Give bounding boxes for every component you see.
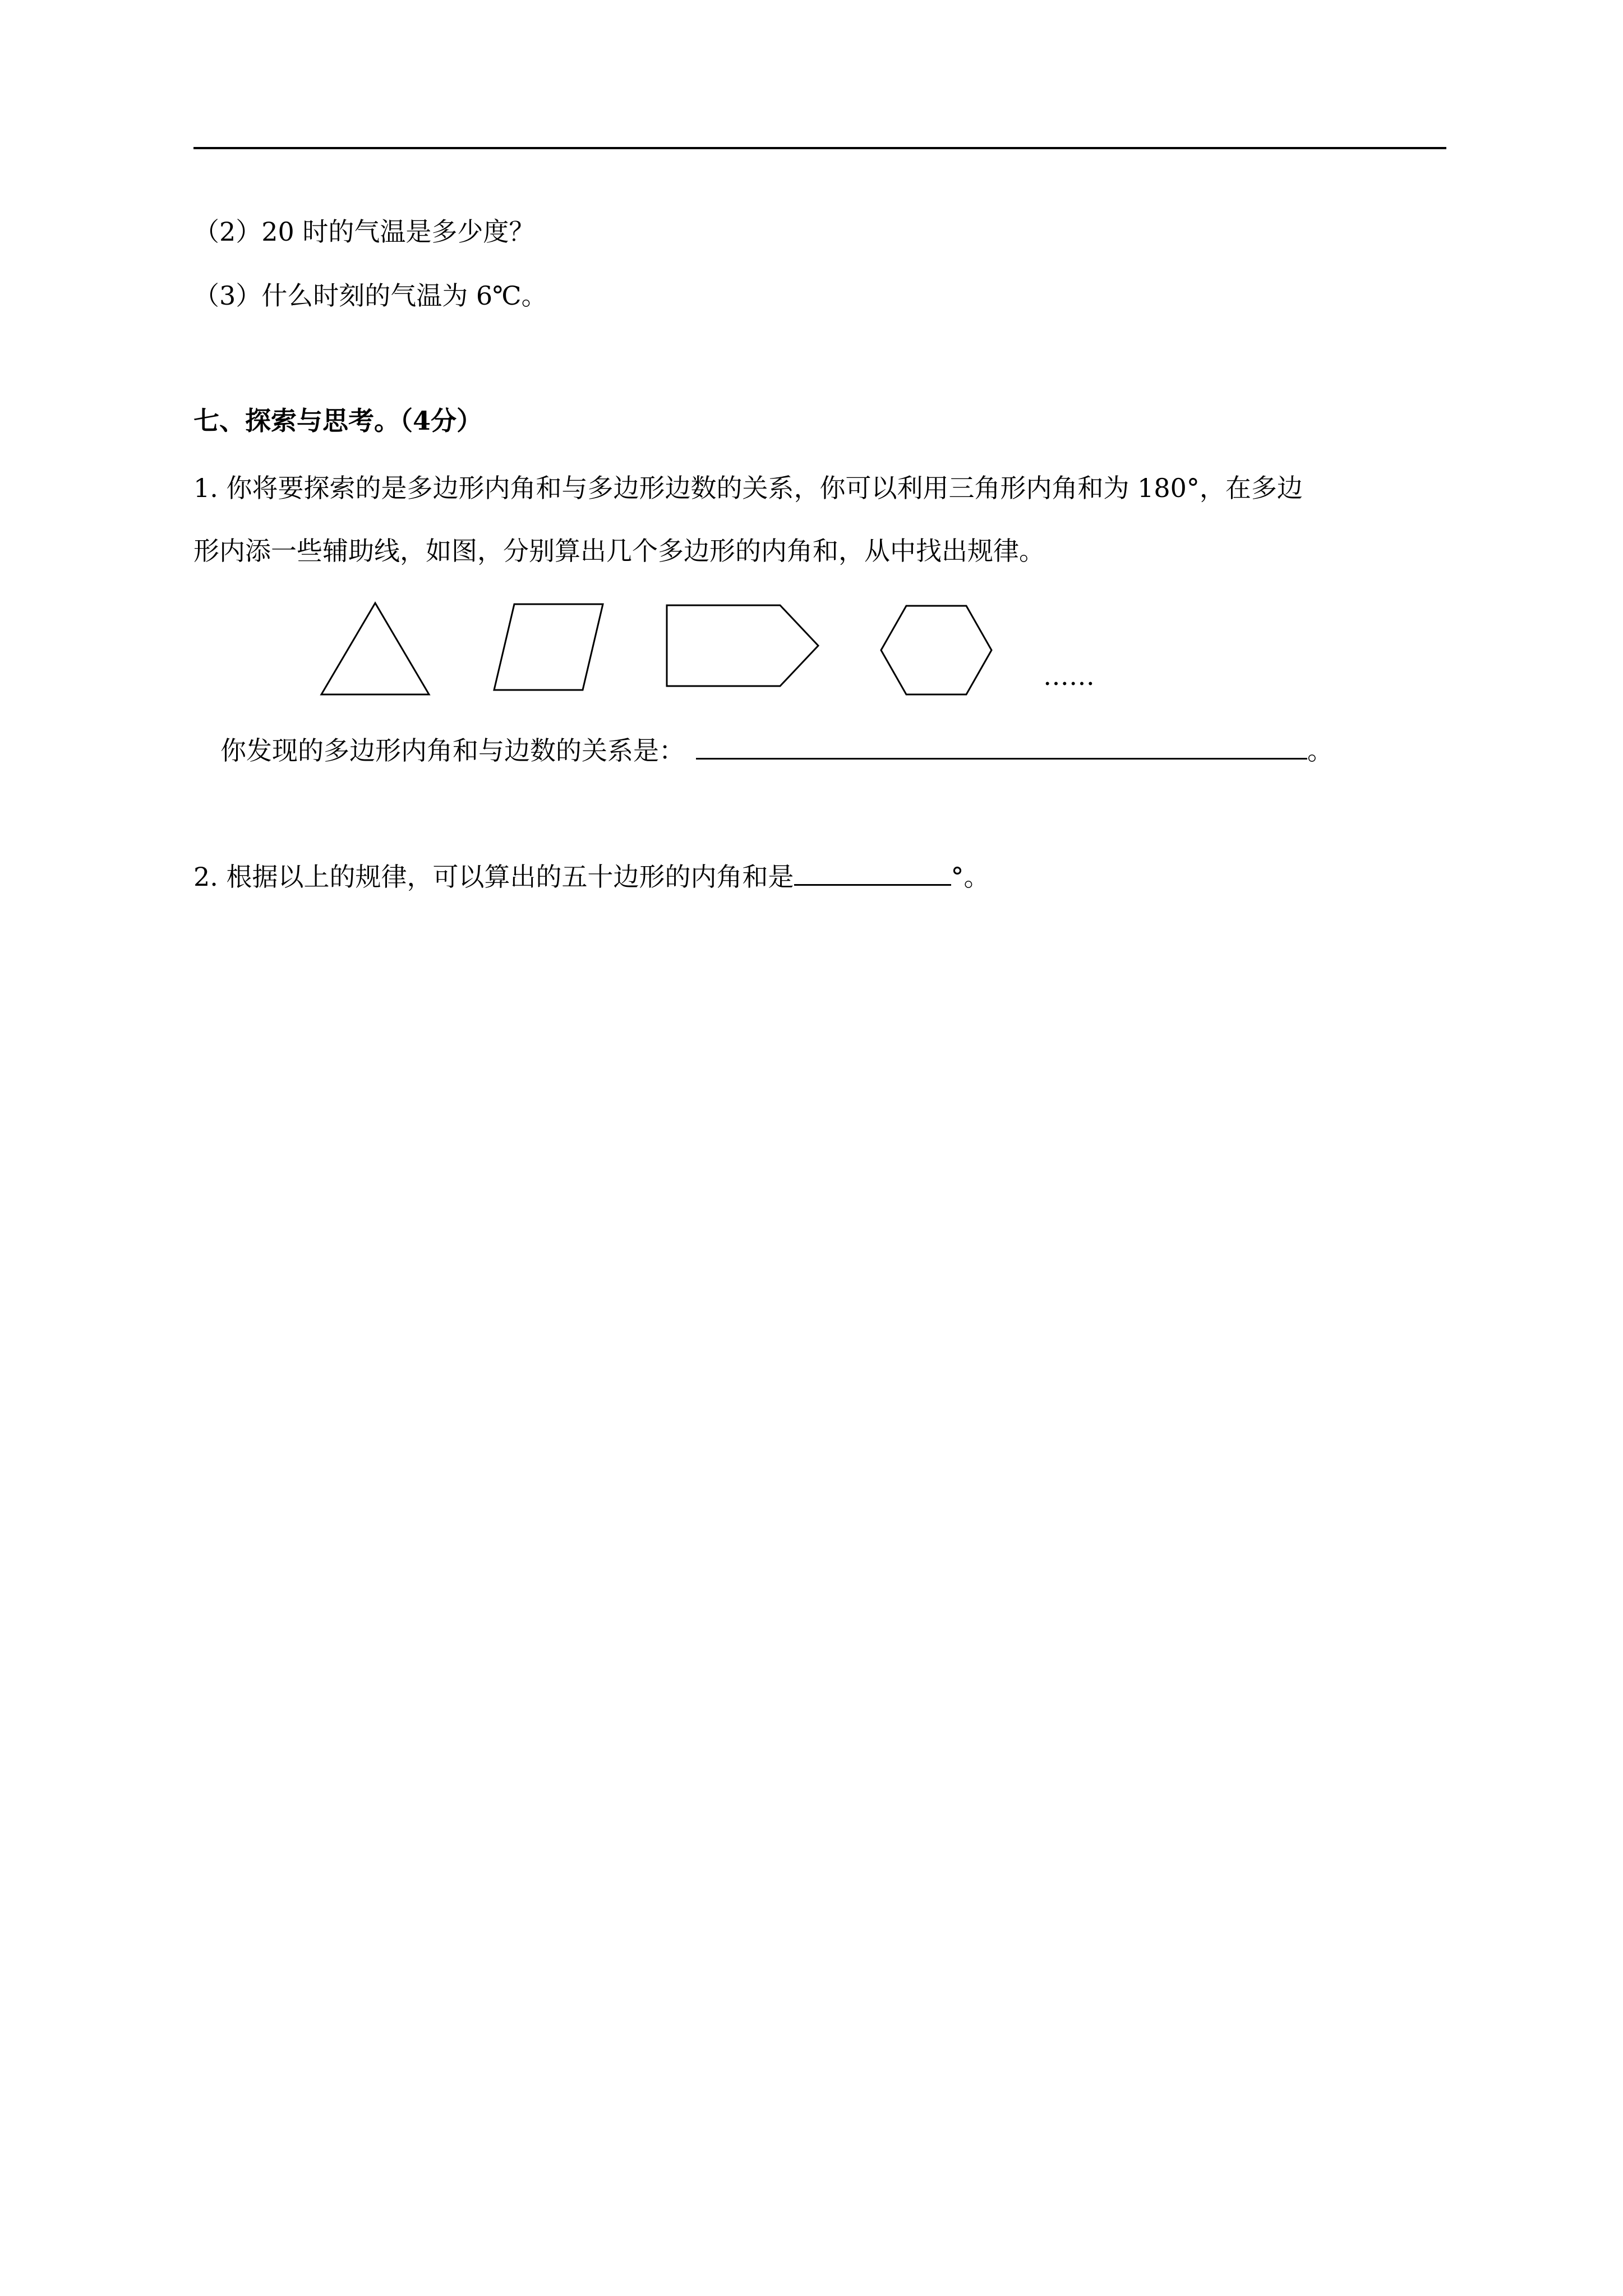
- q1-text-line2: 形内添一些辅助线，如图，分别算出几个多边形的内角和，从中找出规律。: [193, 536, 1045, 566]
- q1-text-line1: 1. 你将要探索的是多边形内角和与多边形边数的关系，你可以利用三角形内角和为 180°，在多边: [193, 473, 1303, 503]
- figure-ellipsis: ……: [1043, 661, 1095, 691]
- q1-answer-row: [220, 732, 1333, 767]
- q1-answer-end: 。: [1307, 735, 1333, 766]
- q2-answer-blank[interactable]: [794, 858, 951, 886]
- question-2-temperature: （2）20 时的气温是多少度？: [193, 217, 535, 247]
- q2-prefix: 2. 根据以上的规律，可以算出的五十边形的内角和是: [193, 862, 794, 892]
- parallelogram-icon: [494, 604, 603, 690]
- q1-answer-prompt: 你发现的多边形内角和与边数的关系是：: [220, 735, 685, 766]
- q2-suffix: °。: [951, 862, 990, 892]
- q2-row: [193, 858, 990, 894]
- section-7-heading: 七、探索与思考。（4分）: [193, 406, 483, 436]
- triangle-icon: [321, 603, 429, 694]
- pentagon-icon: [667, 605, 818, 686]
- question-3-temperature: （3）什么时刻的气温为 6℃。: [193, 280, 547, 311]
- q1-answer-blank[interactable]: [696, 732, 1307, 760]
- hexagon-icon: [881, 606, 992, 694]
